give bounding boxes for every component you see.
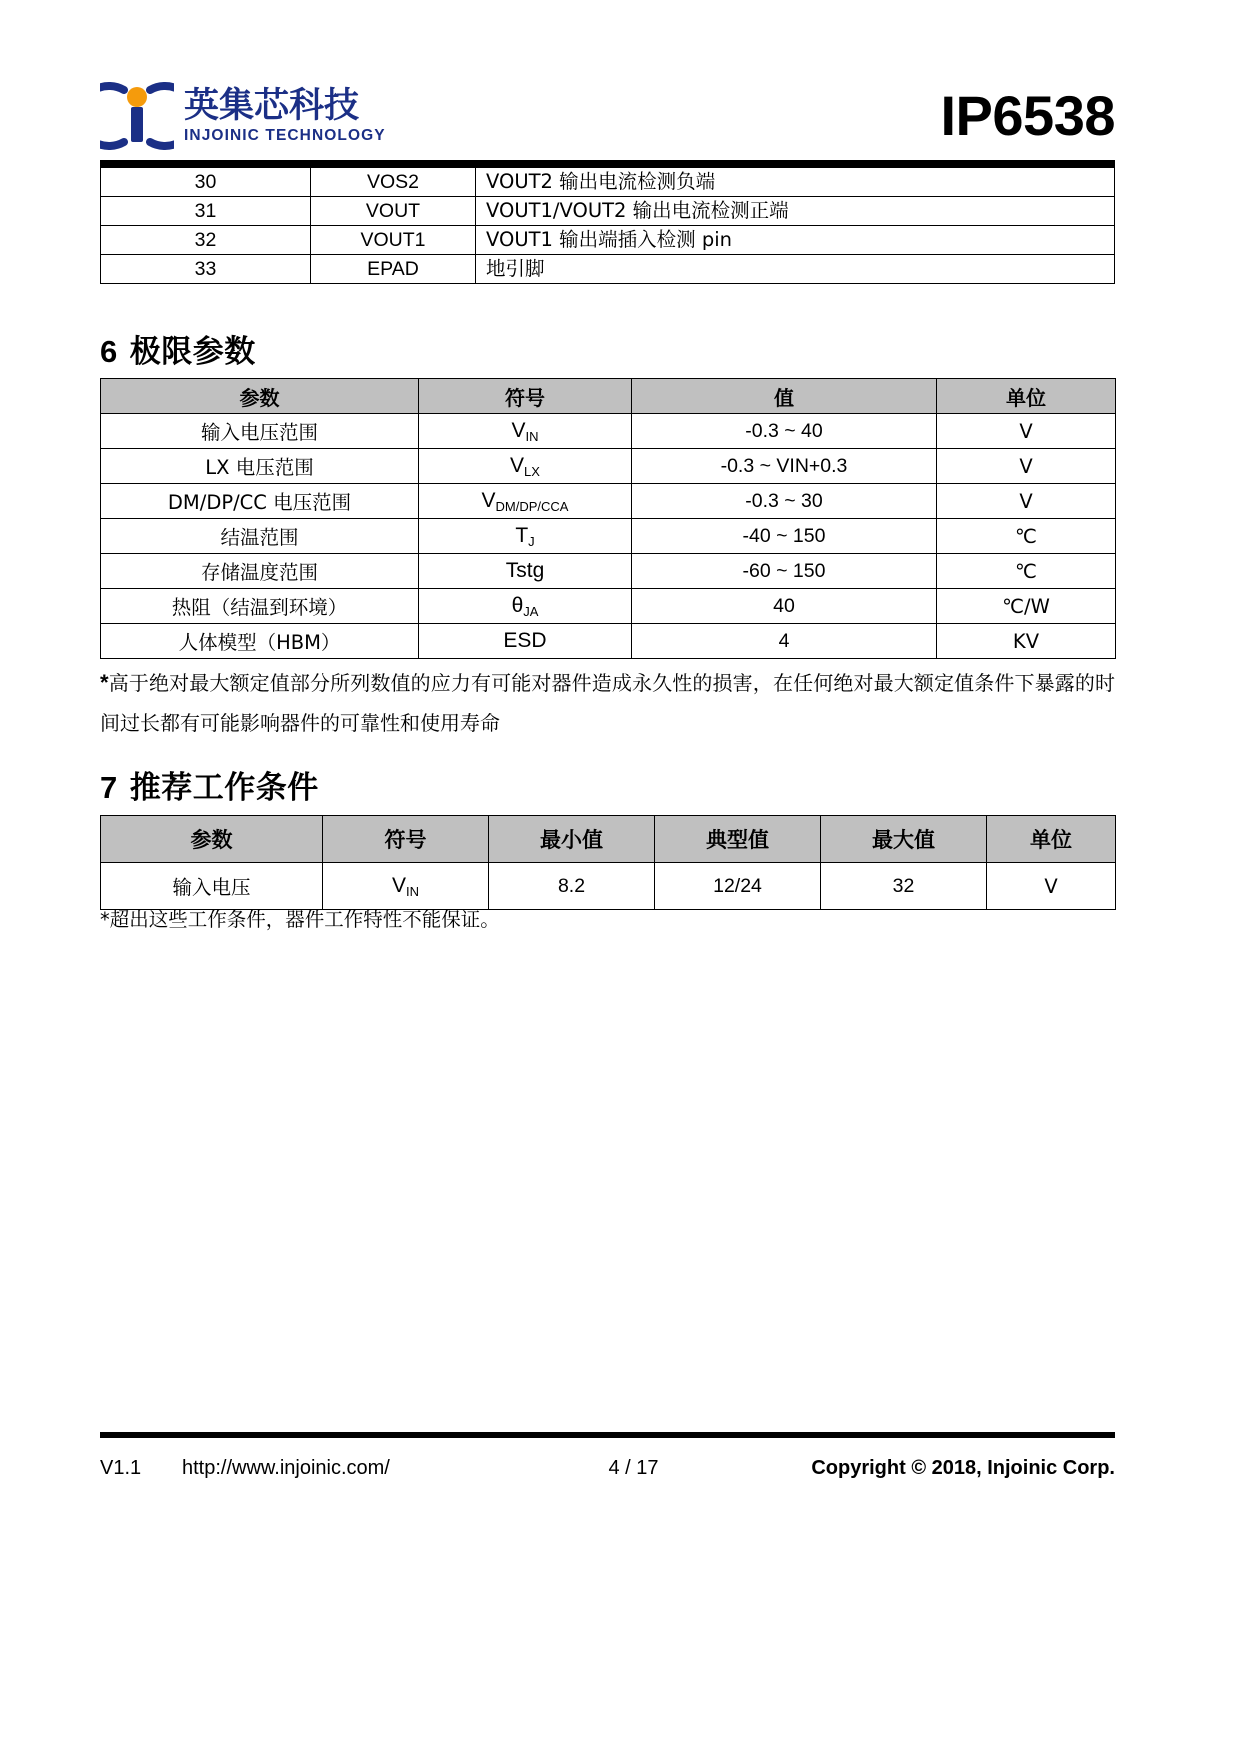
header-rule (100, 160, 1115, 167)
parameter-unit: KV (937, 624, 1116, 659)
column-header-unit: 单位 (937, 379, 1116, 414)
parameter-unit: ℃/W (937, 589, 1116, 624)
parameter-value: -0.3 ~ VIN+0.3 (632, 449, 937, 484)
pin-description: VOUT1 输出端插入检测 pin (476, 226, 1115, 255)
table-row (101, 554, 1116, 589)
column-header-parameter: 参数 (101, 816, 323, 863)
table-row (101, 484, 1116, 519)
part-number-title: IP6538 (940, 84, 1115, 147)
parameter-unit: V (937, 414, 1116, 449)
pin-number: 31 (101, 197, 311, 226)
column-header-unit: 单位 (987, 816, 1116, 863)
pin-description-table (100, 167, 1115, 284)
page-footer (100, 1448, 1115, 1488)
footnote-text: 高于绝对最大额定值部分所列数值的应力有可能对器件造成永久性的损害，在任何绝对最大额定值条件下暴露的时间过长都有可能影响器件的可靠性和使用寿命 (100, 671, 1115, 735)
pin-description: VOUT2 输出电流检测负端 (476, 168, 1115, 197)
pin-description: 地引脚 (476, 255, 1115, 284)
column-header-typ: 典型值 (655, 816, 821, 863)
parameter-unit: V (937, 449, 1116, 484)
pin-description: VOUT1/VOUT2 输出电流检测正端 (476, 197, 1115, 226)
parameter-unit: V (937, 484, 1116, 519)
parameter-unit: V (987, 863, 1116, 910)
pin-name: EPAD (311, 255, 476, 284)
company-url[interactable]: http://www.injoinic.com/ (182, 1456, 390, 1479)
pin-number: 30 (101, 168, 311, 197)
logo-chinese-name: 英集芯科技 (184, 86, 360, 127)
table-row (101, 168, 1115, 197)
table-row (101, 624, 1116, 659)
recommended-conditions-footnote: *超出这些工作条件，器件工作特性不能保证。 (100, 908, 500, 931)
table-row (101, 863, 1116, 910)
footer-rule (100, 1432, 1115, 1438)
copyright-notice: Copyright © 2018, Injoinic Corp. (811, 1456, 1115, 1479)
parameter-symbol: $T_J$ (419, 519, 632, 554)
parameter-unit: ℃ (937, 554, 1116, 589)
footnote-asterisk: * (100, 670, 109, 695)
parameter-value: -0.3 ~ 30 (632, 484, 937, 519)
parameter-symbol: Tstg (419, 554, 632, 589)
injoinic-i-mark-icon (100, 80, 174, 152)
pin-name: VOUT (311, 197, 476, 226)
pin-name: VOS2 (311, 168, 476, 197)
parameter-symbol: ESD (419, 624, 632, 659)
parameter-name: LX 电压范围 (101, 449, 419, 484)
pin-number: 32 (101, 226, 311, 255)
parameter-min: 8.2 (489, 863, 655, 910)
parameter-name: 存储温度范围 (101, 554, 419, 589)
parameter-value: 4 (632, 624, 937, 659)
recommended-operating-conditions-table (100, 815, 1116, 910)
table-row (101, 197, 1115, 226)
parameter-unit: ℃ (937, 519, 1116, 554)
section-6-heading (100, 326, 256, 371)
column-header-value: 值 (632, 379, 937, 414)
column-header-min: 最小值 (489, 816, 655, 863)
table-header-row (101, 379, 1116, 414)
parameter-value: 40 (632, 589, 937, 624)
column-header-symbol: 符号 (419, 379, 632, 414)
parameter-value: -60 ~ 150 (632, 554, 937, 589)
table-row (101, 589, 1116, 624)
page-header (100, 72, 1115, 160)
document-version: V1.1 (100, 1456, 142, 1479)
parameter-name: 热阻（结温到环境） (101, 589, 419, 624)
table-row (101, 226, 1115, 255)
column-header-symbol: 符号 (323, 816, 489, 863)
parameter-symbol: $V_{LX}$ (419, 449, 632, 484)
section-7-heading (100, 762, 319, 807)
page-number: 4 / 17 (608, 1456, 659, 1479)
parameter-symbol: $V_{DM/DP/CCA}$ (419, 484, 632, 519)
table-row (101, 449, 1116, 484)
column-header-max: 最大值 (821, 816, 987, 863)
pin-name: VOUT1 (311, 226, 476, 255)
parameter-max: 32 (821, 863, 987, 910)
column-header-parameter: 参数 (101, 379, 419, 414)
parameter-symbol: $\theta_{JA}$ (419, 589, 632, 624)
logo-english-name: INJOINIC TECHNOLOGY (184, 126, 386, 144)
parameter-typ: 12/24 (655, 863, 821, 910)
table-row (101, 519, 1116, 554)
parameter-value: -0.3 ~ 40 (632, 414, 937, 449)
parameter-name: 输入电压 (101, 863, 323, 910)
table-row (101, 255, 1115, 284)
absolute-maximum-ratings-footnote (100, 663, 1115, 743)
pin-number: 33 (101, 255, 311, 284)
absolute-maximum-ratings-table (100, 378, 1116, 659)
company-logo (100, 80, 386, 152)
parameter-name: 人体模型（HBM） (101, 624, 419, 659)
section-7-title: 推荐工作条件 (129, 770, 319, 806)
section-6-title: 极限参数 (129, 334, 256, 370)
parameter-name: DM/DP/CC 电压范围 (101, 484, 419, 519)
parameter-name: 输入电压范围 (101, 414, 419, 449)
table-header-row (101, 816, 1116, 863)
section-7-number: 7 (100, 770, 118, 805)
parameter-symbol: $V_{IN}$ (323, 863, 489, 910)
section-6-number: 6 (100, 334, 118, 369)
parameter-symbol: $V_{IN}$ (419, 414, 632, 449)
parameter-name: 结温范围 (101, 519, 419, 554)
parameter-value: -40 ~ 150 (632, 519, 937, 554)
table-row (101, 414, 1116, 449)
